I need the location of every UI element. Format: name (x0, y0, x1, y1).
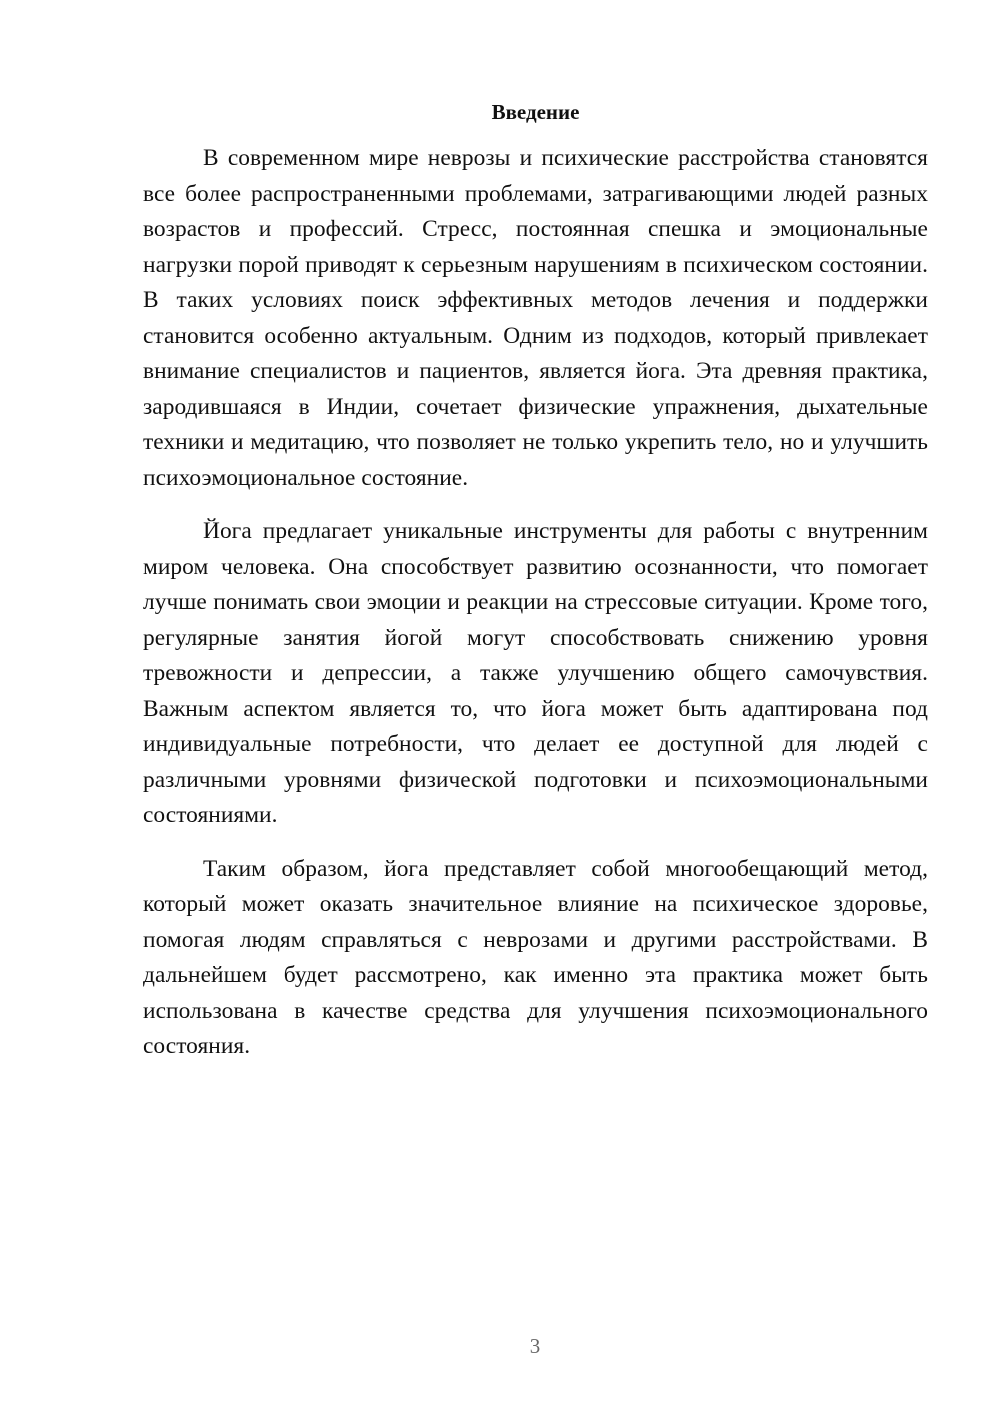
body-text (143, 141, 928, 1083)
page-number: 3 (529, 1334, 541, 1358)
section-title: Введение (491, 100, 580, 124)
paragraph-3: Таким образом, йога представляет собой многообещающий метод, который может оказать значительное влияние на психическое здоровье, помогая людям справляться с неврозами и другими расстройствами. В дальнейшем будет рассмотрено, как именно эта практика может быть использована в качестве средства для улучшения психоэмоционального состояния. (143, 855, 928, 1059)
paragraph-2: Йога предлагает уникальные инструменты для работы с внутренним миром человека. Она способствует развитию осознанности, что помогает лучше понимать свои эмоции и реакции на стрессовые ситуации. Кроме того, регулярные занятия йогой могут способствовать снижению уровня тревожности и депрессии, а также улучшению общего самочувствия. Важным аспектом является то, что йога может быть адаптирована под индивидуальные потребности, что делает ее доступной для людей с различными уровнями физической подготовки и психоэмоциональными состояниями. (143, 518, 928, 828)
paragraph-1: В современном мире неврозы и психические расстройства становятся все более распространенными проблемами, затрагивающими людей разных возрастов и профессий. Стресс, постоянная спешка и эмоциональные нагрузки порой приводят к серьезным нарушениям в психическом состоянии. В таких условиях поиск эффективных методов лечения и поддержки становится особенно актуальным. Одним из подходов, который привлекает внимание специалистов и пациентов, является йога. Эта древняя практика, зародившаяся в Индии, сочетает физические упражнения, дыхательные техники и медитацию, что позволяет не только укрепить тело, но и улучшить психоэмоциональное состояние. (143, 145, 928, 491)
